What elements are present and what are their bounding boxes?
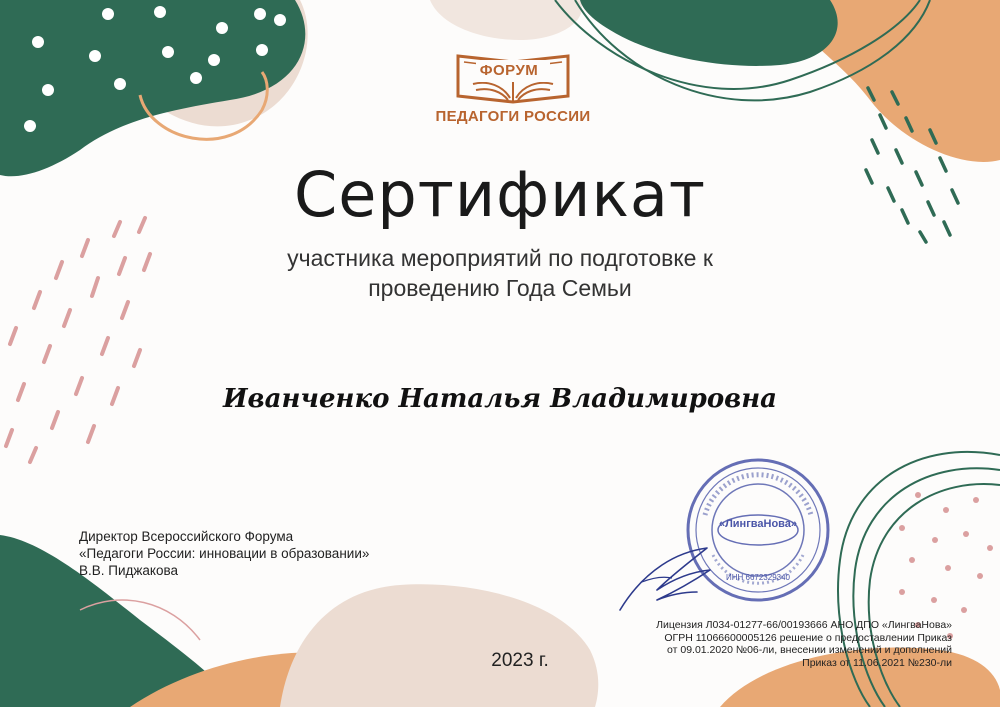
subtitle-line-1: участника мероприятий по подготовке к	[287, 245, 713, 271]
license-line-3: от 09.01.2020 №06-ли, внесении изменений и дополнений	[667, 644, 952, 656]
certificate-title: Сертификат	[293, 158, 707, 231]
director-line-1: Директор Всероссийского Форума	[79, 529, 294, 544]
license-line-4: Приказ от 11.06.2021 №230-ли	[802, 656, 952, 669]
director-block	[79, 528, 369, 579]
director-line-2: «Педагоги России: инновации в образовании»	[79, 546, 370, 561]
open-book-icon	[418, 50, 608, 110]
subtitle-line-2: проведению Года Семьи	[368, 275, 632, 301]
director-line-3: В.В. Пиджакова	[79, 563, 179, 578]
certificate-subtitle	[220, 243, 780, 303]
logo-top-text: ФОРУМ	[479, 62, 539, 79]
stamp-inn-text: ИНН 6672329340	[725, 573, 791, 582]
logo-bottom-text: ПЕДАГОГИ РОССИИ	[435, 108, 591, 125]
license-line-1: Лицензия Л034-01277-66/00193666 АНО ДПО «ЛингваНова»	[656, 619, 952, 631]
license-line-2: ОГРН 11066600005126 решение о предоставлении Приказ	[664, 631, 952, 644]
forum-logo	[418, 50, 608, 130]
certificate-year: 2023 г.	[491, 650, 549, 671]
director-signature	[612, 520, 722, 615]
license-info	[600, 619, 952, 669]
recipient-name: Иванченко Наталья Владимировна	[222, 384, 778, 414]
stamp-center-text: «ЛингваНова»	[718, 518, 798, 530]
